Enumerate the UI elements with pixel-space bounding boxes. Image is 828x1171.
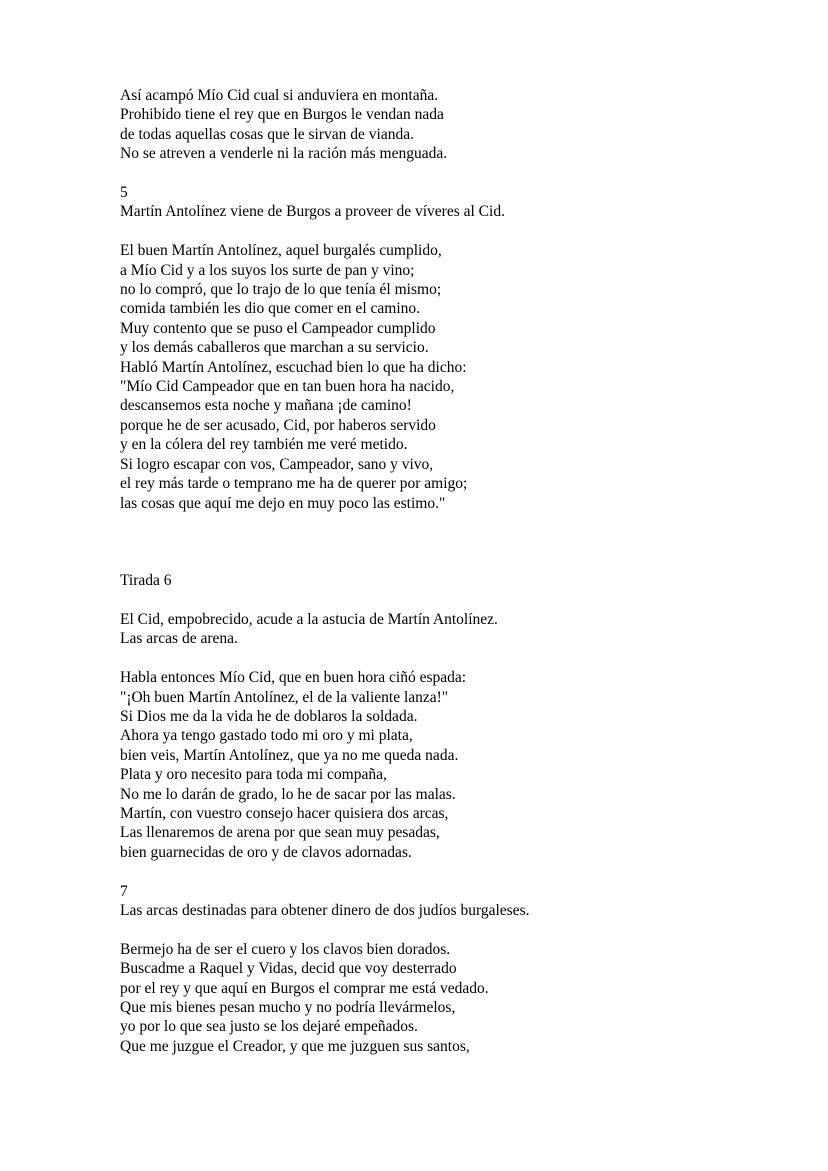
text-line: Las arcas destinadas para obtener dinero de dos judíos burgaleses. (120, 901, 530, 919)
tirada-6-heading (120, 571, 738, 590)
text-line: Plata y oro necesito para toda mi compaña, (120, 766, 387, 784)
text-line: Bermejo ha de ser el cuero y los clavos bien dorados. (120, 940, 451, 958)
text-line: Si logro escapar con vos, Campeador, sano y vivo, (120, 455, 434, 473)
text-line: bien veis, Martín Antolínez, que ya no me queda nada. (120, 746, 459, 764)
text-line: Habló Martín Antolínez, escuchad bien lo que ha dicho: (120, 358, 467, 376)
text-line: El buen Martín Antolínez, aquel burgalés cumplido, (120, 242, 442, 260)
text-line: Si Dios me da la vida he de doblaros la soldada. (120, 707, 418, 725)
text-line: Buscadme a Raquel y Vidas, decid que voy desterrado (120, 960, 457, 978)
text-line: de todas aquellas cosas que le sirvan de vianda. (120, 125, 414, 143)
text-line: a Mío Cid y a los suyos los surte de pan y vino; (120, 261, 415, 279)
text-line: Las arcas de arena. (120, 630, 238, 648)
text-line: Así acampó Mío Cid cual si anduviera en montaña. (120, 87, 439, 104)
text-line: no lo compró, que lo trajo de lo que tenía él mismo; (120, 281, 442, 299)
section-7-heading (120, 882, 738, 921)
stanza-6-verses (120, 668, 738, 862)
blank-gap (120, 862, 738, 881)
text-line: yo por lo que sea justo se los dejaré empeñados. (120, 1018, 418, 1036)
text-line: porque he de ser acusado, Cid, por haberos servido (120, 416, 436, 434)
text-line: y en la cólera del rey también me veré metido. (120, 436, 408, 454)
text-line: El Cid, empobrecido, acude a la astucia de Martín Antolínez. (120, 610, 498, 628)
text-line: No se atreven a venderle ni la ración más menguada. (120, 145, 448, 163)
text-line: "Mío Cid Campeador que en tan buen hora ha nacido, (120, 378, 455, 396)
text-line: por el rey y que aquí en Burgos el comprar me está vedado. (120, 979, 489, 997)
text-line: y los demás caballeros que marchan a su servicio. (120, 339, 429, 357)
text-line: Muy contento que se puso el Campeador cumplido (120, 319, 436, 337)
tirada-6-summary (120, 610, 738, 649)
blank-gap (120, 164, 738, 183)
stanza-4-continuation (120, 86, 738, 164)
text-line: Martín Antolínez viene de Burgos a proveer de víveres al Cid. (120, 203, 505, 221)
text-line: descansemos esta noche y mañana ¡de camino! (120, 397, 412, 415)
blank-gap (120, 920, 738, 939)
text-line: No me lo darán de grado, lo he de sacar por las malas. (120, 785, 456, 803)
stanza-5-verses (120, 241, 738, 513)
text-line: Tirada 6 (120, 572, 172, 590)
text-line: Prohibido tiene el rey que en Burgos le vendan nada (120, 106, 444, 124)
text-line: Martín, con vuestro consejo hacer quisiera dos arcas, (120, 804, 449, 822)
text-line: 5 (120, 184, 128, 202)
text-line: comida también les dio que comer en el camino. (120, 300, 420, 318)
text-line: 7 (120, 882, 128, 900)
text-line: las cosas que aquí me dejo en muy poco las estimo." (120, 494, 446, 512)
text-line: Que me juzgue el Creador, y que me juzguen sus santos, (120, 1037, 470, 1055)
section-5-heading (120, 183, 738, 222)
text-line: bien guarnecidas de oro y de clavos adornadas. (120, 843, 412, 861)
blank-gap (120, 513, 738, 571)
blank-gap (120, 222, 738, 241)
text-line: Ahora ya tengo gastado todo mi oro y mi plata, (120, 727, 413, 745)
blank-gap (120, 591, 738, 610)
text-line: Habla entonces Mío Cid, que en buen hora ciñó espada: (120, 669, 467, 687)
text-line: el rey más tarde o temprano me ha de querer por amigo; (120, 475, 468, 493)
blank-gap (120, 649, 738, 668)
text-line: "¡Oh buen Martín Antolínez, el de la valiente lanza!" (120, 688, 449, 706)
text-line: Las llenaremos de arena por que sean muy pesadas, (120, 824, 440, 842)
stanza-7-verses (120, 940, 738, 1056)
text-line: Que mis bienes pesan mucho y no podría llevármelos, (120, 998, 456, 1016)
